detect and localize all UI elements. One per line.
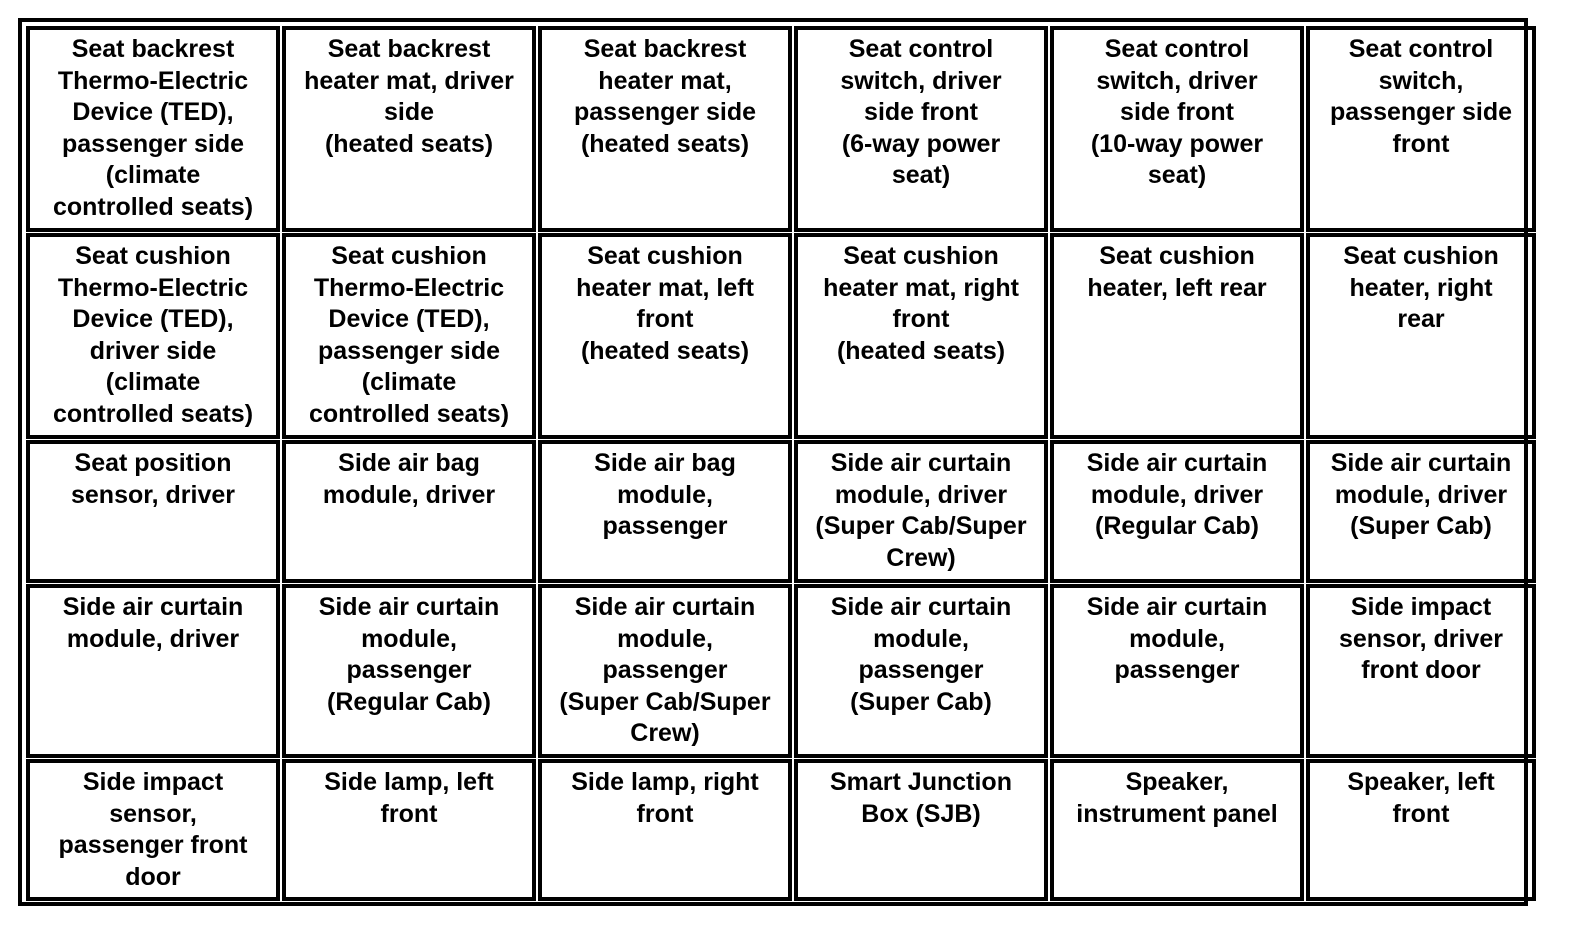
table-cell: Side air curtain module, driver (Super Cab/Super Crew) bbox=[794, 440, 1048, 583]
table-cell: Seat position sensor, driver bbox=[26, 440, 280, 583]
table-cell: Side air curtain module, passenger bbox=[1050, 584, 1304, 758]
table-cell: Smart Junction Box (SJB) bbox=[794, 759, 1048, 901]
table-cell: Side air bag module, passenger bbox=[538, 440, 792, 583]
component-grid bbox=[26, 26, 1520, 898]
component-index-table bbox=[18, 18, 1528, 906]
table-cell: Speaker, instrument panel bbox=[1050, 759, 1304, 901]
table-cell: Seat backrest heater mat, driver side (heated seats) bbox=[282, 26, 536, 232]
table-cell: Seat control switch, driver side front (6-way power seat) bbox=[794, 26, 1048, 232]
table-cell: Seat backrest Thermo-Electric Device (TED), passenger side (climate controlled seats) bbox=[26, 26, 280, 232]
table-cell: Side impact sensor, driver front door bbox=[1306, 584, 1536, 758]
table-cell: Seat cushion heater, right rear bbox=[1306, 233, 1536, 439]
table-cell: Side lamp, left front bbox=[282, 759, 536, 901]
table-cell: Seat backrest heater mat, passenger side (heated seats) bbox=[538, 26, 792, 232]
table-cell: Seat control switch, driver side front (10-way power seat) bbox=[1050, 26, 1304, 232]
table-cell: Seat cushion heater, left rear bbox=[1050, 233, 1304, 439]
table-cell: Side impact sensor, passenger front door bbox=[26, 759, 280, 901]
table-cell: Side air curtain module, passenger (Regular Cab) bbox=[282, 584, 536, 758]
table-cell: Seat control switch, passenger side front bbox=[1306, 26, 1536, 232]
table-cell: Seat cushion heater mat, right front (heated seats) bbox=[794, 233, 1048, 439]
table-cell: Seat cushion Thermo-Electric Device (TED), driver side (climate controlled seats) bbox=[26, 233, 280, 439]
table-cell: Side air curtain module, driver (Regular Cab) bbox=[1050, 440, 1304, 583]
table-cell: Side air curtain module, passenger (Super Cab) bbox=[794, 584, 1048, 758]
table-cell: Side air bag module, driver bbox=[282, 440, 536, 583]
table-cell: Seat cushion Thermo-Electric Device (TED), passenger side (climate controlled seats) bbox=[282, 233, 536, 439]
table-cell: Seat cushion heater mat, left front (heated seats) bbox=[538, 233, 792, 439]
table-cell: Side air curtain module, driver (Super Cab) bbox=[1306, 440, 1536, 583]
table-cell: Side lamp, right front bbox=[538, 759, 792, 901]
table-cell: Speaker, left front bbox=[1306, 759, 1536, 901]
table-cell: Side air curtain module, passenger (Super Cab/Super Crew) bbox=[538, 584, 792, 758]
table-cell: Side air curtain module, driver bbox=[26, 584, 280, 758]
